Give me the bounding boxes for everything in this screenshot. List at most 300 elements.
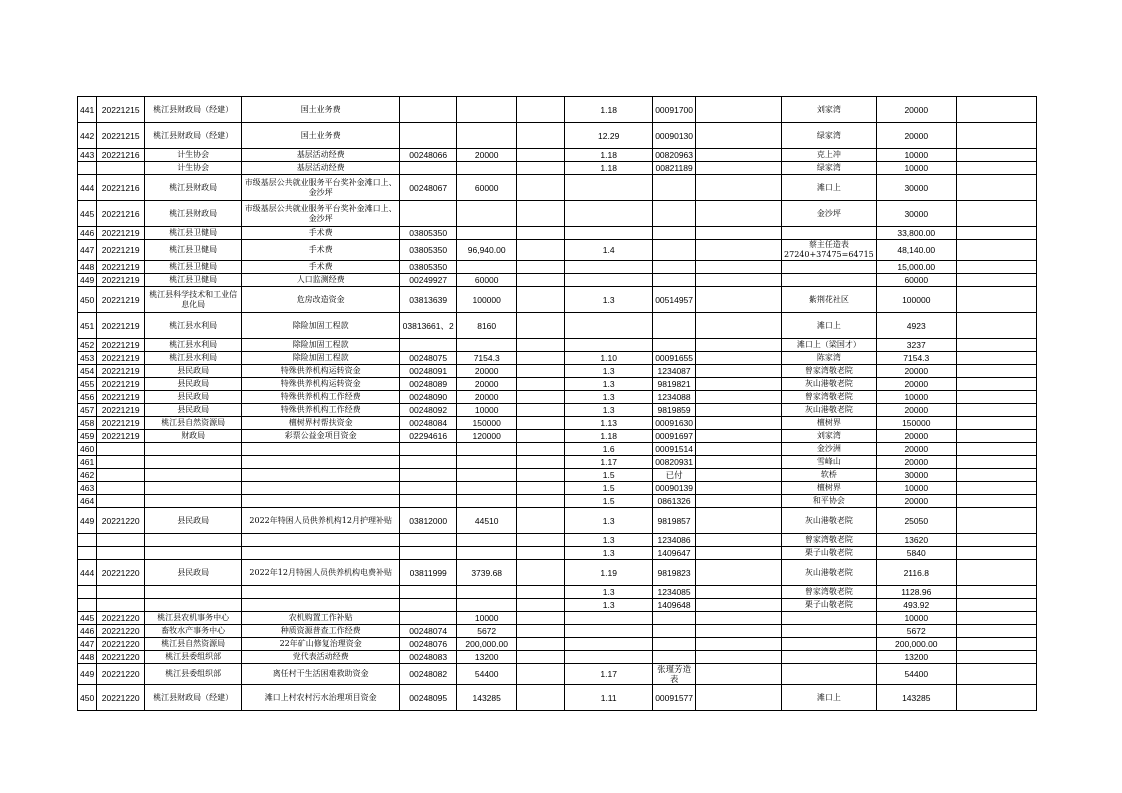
blank-cell [517, 469, 565, 482]
item-cell: 檀树界村帮扶资金 [242, 417, 400, 430]
note-cell [956, 240, 1036, 261]
pay-date-cell [565, 227, 653, 240]
pay-date-cell: 1.13 [565, 417, 653, 430]
amount-cell: 120000 [457, 430, 517, 443]
date-cell: 20221220 [97, 685, 145, 711]
voucher-cell: 00091577 [653, 685, 696, 711]
blank-cell [517, 227, 565, 240]
pay-date-cell: 1.10 [565, 352, 653, 365]
location-cell [782, 664, 877, 685]
voucher-cell: 00821189 [653, 162, 696, 175]
code-cell [400, 456, 457, 469]
code-cell [400, 201, 457, 227]
blank-cell [696, 625, 782, 638]
code-cell [400, 547, 457, 560]
note-cell [956, 651, 1036, 664]
note-cell [956, 201, 1036, 227]
voucher-cell: 1234086 [653, 534, 696, 547]
code-cell: 03813661、2 [400, 313, 457, 339]
item-cell: 国土业务费 [242, 97, 400, 123]
blank-cell [696, 469, 782, 482]
code-cell [400, 612, 457, 625]
pay-date-cell: 1.3 [565, 599, 653, 612]
code-cell [400, 97, 457, 123]
allocated-amount-cell: 10000 [876, 162, 956, 175]
table-row [78, 612, 1037, 625]
date-cell: 20221219 [97, 287, 145, 313]
item-cell: 人口监测经费 [242, 274, 400, 287]
unit-cell [145, 456, 242, 469]
item-cell [242, 586, 400, 599]
unit-cell: 桃江县自然资源局 [145, 417, 242, 430]
table-row [78, 339, 1037, 352]
row-number: 449 [78, 664, 97, 685]
voucher-cell [653, 201, 696, 227]
allocated-amount-cell: 15,000.00 [876, 261, 956, 274]
unit-cell [145, 547, 242, 560]
blank-cell [517, 612, 565, 625]
allocated-amount-cell: 30000 [876, 201, 956, 227]
amount-cell: 96,940.00 [457, 240, 517, 261]
item-cell: 基层活动经费 [242, 149, 400, 162]
code-cell: 03805350 [400, 227, 457, 240]
location-cell: 陈家湾 [782, 352, 877, 365]
date-cell: 20221219 [97, 261, 145, 274]
note-cell [956, 482, 1036, 495]
row-number: 444 [78, 175, 97, 201]
row-number: 448 [78, 651, 97, 664]
blank-cell [517, 123, 565, 149]
row-number: 447 [78, 638, 97, 651]
pay-date-cell [565, 612, 653, 625]
date-cell: 20221219 [97, 391, 145, 404]
table-row [78, 391, 1037, 404]
voucher-cell: 1234085 [653, 586, 696, 599]
unit-cell: 县民政局 [145, 378, 242, 391]
note-cell [956, 417, 1036, 430]
location-cell: 金沙洲 [782, 443, 877, 456]
ledger-table [77, 96, 1037, 711]
blank-cell [517, 430, 565, 443]
table-row [78, 625, 1037, 638]
note-cell [956, 664, 1036, 685]
blank-cell [696, 560, 782, 586]
pay-date-cell [565, 625, 653, 638]
date-cell [97, 534, 145, 547]
amount-cell: 20000 [457, 391, 517, 404]
blank-cell [517, 391, 565, 404]
note-cell [956, 274, 1036, 287]
item-cell: 除险加固工程款 [242, 339, 400, 352]
item-cell: 特殊供养机构运转资金 [242, 378, 400, 391]
blank-cell [696, 586, 782, 599]
amount-cell [457, 227, 517, 240]
amount-cell [457, 599, 517, 612]
note-cell [956, 261, 1036, 274]
blank-cell [696, 430, 782, 443]
allocated-amount-cell: 4923 [876, 313, 956, 339]
row-number: 456 [78, 391, 97, 404]
row-number [78, 599, 97, 612]
note-cell [956, 599, 1036, 612]
blank-cell [517, 560, 565, 586]
row-number: 444 [78, 560, 97, 586]
blank-cell [696, 313, 782, 339]
blank-cell [696, 482, 782, 495]
code-cell: 03811999 [400, 560, 457, 586]
item-cell: 彩票公益金项目资金 [242, 430, 400, 443]
item-cell: 市级基层公共就业服务平台奖补金滩口上、金沙坪 [242, 175, 400, 201]
location-cell [782, 638, 877, 651]
voucher-cell [653, 625, 696, 638]
allocated-amount-cell: 20000 [876, 378, 956, 391]
code-cell: 02294616 [400, 430, 457, 443]
voucher-cell: 1234087 [653, 365, 696, 378]
row-number [78, 162, 97, 175]
blank-cell [517, 625, 565, 638]
pay-date-cell: 1.4 [565, 240, 653, 261]
pay-date-cell [565, 651, 653, 664]
voucher-cell: 1234088 [653, 391, 696, 404]
code-cell: 00248075 [400, 352, 457, 365]
pay-date-cell: 1.18 [565, 149, 653, 162]
note-cell [956, 430, 1036, 443]
table-row [78, 651, 1037, 664]
date-cell: 20221219 [97, 365, 145, 378]
pay-date-cell: 1.3 [565, 365, 653, 378]
row-number: 445 [78, 612, 97, 625]
unit-cell: 桃江县科学技术和工业信息化局 [145, 287, 242, 313]
row-number: 448 [78, 261, 97, 274]
item-cell: 离任村干生活困难救助资金 [242, 664, 400, 685]
blank-cell [696, 378, 782, 391]
date-cell: 20221215 [97, 97, 145, 123]
voucher-cell: 00090139 [653, 482, 696, 495]
location-cell [782, 227, 877, 240]
amount-cell: 13200 [457, 651, 517, 664]
code-cell [400, 123, 457, 149]
voucher-cell: 9819823 [653, 560, 696, 586]
blank-cell [696, 685, 782, 711]
blank-cell [696, 547, 782, 560]
row-number: 451 [78, 313, 97, 339]
voucher-cell: 1409648 [653, 599, 696, 612]
blank-cell [696, 599, 782, 612]
date-cell: 20221220 [97, 638, 145, 651]
blank-cell [696, 352, 782, 365]
code-cell: 03805350 [400, 261, 457, 274]
blank-cell [517, 417, 565, 430]
blank-cell [696, 365, 782, 378]
blank-cell [517, 586, 565, 599]
row-number: 452 [78, 339, 97, 352]
row-number: 458 [78, 417, 97, 430]
pay-date-cell: 1.3 [565, 547, 653, 560]
table-row [78, 495, 1037, 508]
table-row [78, 261, 1037, 274]
amount-cell: 44510 [457, 508, 517, 534]
note-cell [956, 123, 1036, 149]
allocated-amount-cell: 30000 [876, 175, 956, 201]
pay-date-cell: 1.5 [565, 495, 653, 508]
date-cell: 20221220 [97, 651, 145, 664]
code-cell [400, 469, 457, 482]
table-row [78, 456, 1037, 469]
table-row [78, 404, 1037, 417]
allocated-amount-cell: 150000 [876, 417, 956, 430]
amount-cell [457, 495, 517, 508]
table-row [78, 313, 1037, 339]
table-row [78, 430, 1037, 443]
pay-date-cell: 1.18 [565, 430, 653, 443]
voucher-cell: 00514957 [653, 287, 696, 313]
blank-cell [517, 534, 565, 547]
location-cell: 灰山港敬老院 [782, 404, 877, 417]
location-cell: 滩口上 [782, 313, 877, 339]
allocated-amount-cell: 33,800.00 [876, 227, 956, 240]
pay-date-cell [565, 201, 653, 227]
item-cell [242, 534, 400, 547]
table-row [78, 599, 1037, 612]
row-number: 446 [78, 625, 97, 638]
location-cell: 软桥 [782, 469, 877, 482]
location-cell [782, 612, 877, 625]
amount-cell: 5672 [457, 625, 517, 638]
item-cell [242, 443, 400, 456]
item-cell: 党代表活动经费 [242, 651, 400, 664]
blank-cell [517, 240, 565, 261]
code-cell [400, 162, 457, 175]
row-number [78, 547, 97, 560]
code-cell: 03805350 [400, 240, 457, 261]
table-row [78, 201, 1037, 227]
unit-cell: 桃江县财政局（经建） [145, 123, 242, 149]
table-row [78, 274, 1037, 287]
amount-cell: 150000 [457, 417, 517, 430]
pay-date-cell [565, 339, 653, 352]
pay-date-cell: 1.18 [565, 97, 653, 123]
item-cell: 市级基层公共就业服务平台奖补金滩口上、金沙坪 [242, 201, 400, 227]
row-number: 460 [78, 443, 97, 456]
pay-date-cell [565, 274, 653, 287]
row-number: 461 [78, 456, 97, 469]
location-cell: 金沙坪 [782, 201, 877, 227]
blank-cell [517, 274, 565, 287]
code-cell: 00248076 [400, 638, 457, 651]
amount-cell [457, 547, 517, 560]
allocated-amount-cell: 20000 [876, 365, 956, 378]
unit-cell [145, 443, 242, 456]
item-cell [242, 456, 400, 469]
blank-cell [517, 162, 565, 175]
voucher-cell [653, 240, 696, 261]
allocated-amount-cell: 60000 [876, 274, 956, 287]
date-cell: 20221219 [97, 404, 145, 417]
row-number: 463 [78, 482, 97, 495]
blank-cell [696, 417, 782, 430]
location-cell: 灰山港敬老院 [782, 560, 877, 586]
allocated-amount-cell: 143285 [876, 685, 956, 711]
row-number: 443 [78, 149, 97, 162]
item-cell [242, 547, 400, 560]
row-number: 462 [78, 469, 97, 482]
row-number: 445 [78, 201, 97, 227]
blank-cell [517, 97, 565, 123]
allocated-amount-cell: 10000 [876, 149, 956, 162]
item-cell: 22年矿山修复治理资金 [242, 638, 400, 651]
allocated-amount-cell: 100000 [876, 287, 956, 313]
date-cell: 20221220 [97, 664, 145, 685]
unit-cell: 桃江县水利局 [145, 352, 242, 365]
pay-date-cell: 1.18 [565, 162, 653, 175]
table-row [78, 227, 1037, 240]
amount-cell [457, 162, 517, 175]
table-row [78, 560, 1037, 586]
allocated-amount-cell: 20000 [876, 97, 956, 123]
row-number: 457 [78, 404, 97, 417]
amount-cell [457, 261, 517, 274]
date-cell: 20221216 [97, 149, 145, 162]
date-cell: 20221220 [97, 508, 145, 534]
table-row [78, 586, 1037, 599]
row-number: 464 [78, 495, 97, 508]
allocated-amount-cell: 54400 [876, 664, 956, 685]
location-cell: 栗子山敬老院 [782, 599, 877, 612]
location-cell: 刘家湾 [782, 97, 877, 123]
table-row [78, 123, 1037, 149]
pay-date-cell: 1.3 [565, 287, 653, 313]
unit-cell: 计生协会 [145, 149, 242, 162]
amount-cell [457, 443, 517, 456]
unit-cell: 桃江县自然资源局 [145, 638, 242, 651]
amount-cell: 10000 [457, 404, 517, 417]
allocated-amount-cell: 20000 [876, 123, 956, 149]
amount-cell: 200,000.00 [457, 638, 517, 651]
location-cell [782, 651, 877, 664]
pay-date-cell: 1.3 [565, 586, 653, 599]
amount-cell: 60000 [457, 274, 517, 287]
location-cell: 滩口上（梁国才） [782, 339, 877, 352]
note-cell [956, 534, 1036, 547]
date-cell [97, 456, 145, 469]
location-cell: 雪峰山 [782, 456, 877, 469]
item-cell: 2022年12月特困人员供养机构电费补贴 [242, 560, 400, 586]
blank-cell [517, 664, 565, 685]
code-cell: 00248084 [400, 417, 457, 430]
code-cell: 00248083 [400, 651, 457, 664]
location-cell: 滩口上 [782, 685, 877, 711]
voucher-cell: 00090130 [653, 123, 696, 149]
amount-cell [457, 123, 517, 149]
unit-cell: 桃江县水利局 [145, 339, 242, 352]
row-number: 441 [78, 97, 97, 123]
blank-cell [696, 261, 782, 274]
blank-cell [696, 97, 782, 123]
unit-cell: 县民政局 [145, 560, 242, 586]
date-cell [97, 495, 145, 508]
blank-cell [517, 404, 565, 417]
allocated-amount-cell: 48,140.00 [876, 240, 956, 261]
pay-date-cell: 1.3 [565, 391, 653, 404]
date-cell [97, 599, 145, 612]
date-cell: 20221219 [97, 417, 145, 430]
allocated-amount-cell: 200,000.00 [876, 638, 956, 651]
table-row [78, 287, 1037, 313]
unit-cell: 桃江县财政局（经建） [145, 685, 242, 711]
amount-cell [457, 339, 517, 352]
note-cell [956, 352, 1036, 365]
row-number [78, 534, 97, 547]
unit-cell: 桃江县水利局 [145, 313, 242, 339]
location-cell: 曾家湾敬老院 [782, 534, 877, 547]
location-cell: 绿家湾 [782, 123, 877, 149]
amount-cell: 54400 [457, 664, 517, 685]
note-cell [956, 404, 1036, 417]
row-number: 455 [78, 378, 97, 391]
table-row [78, 638, 1037, 651]
unit-cell: 桃江县财政局（经建） [145, 97, 242, 123]
amount-cell: 3739.68 [457, 560, 517, 586]
amount-cell: 10000 [457, 612, 517, 625]
note-cell [956, 365, 1036, 378]
unit-cell [145, 469, 242, 482]
note-cell [956, 378, 1036, 391]
table-row [78, 240, 1037, 261]
item-cell [242, 482, 400, 495]
voucher-cell: 00091630 [653, 417, 696, 430]
allocated-amount-cell: 493.92 [876, 599, 956, 612]
date-cell [97, 162, 145, 175]
table-row [78, 149, 1037, 162]
code-cell: 00249927 [400, 274, 457, 287]
blank-cell [696, 240, 782, 261]
item-cell: 2022年特困人员供养机构12月护理补贴 [242, 508, 400, 534]
item-cell [242, 469, 400, 482]
item-cell: 滩口上村农村污水治理项目资金 [242, 685, 400, 711]
item-cell: 特殊供养机构运转资金 [242, 365, 400, 378]
row-number: 459 [78, 430, 97, 443]
allocated-amount-cell: 2116.8 [876, 560, 956, 586]
amount-cell [457, 456, 517, 469]
allocated-amount-cell: 20000 [876, 404, 956, 417]
code-cell [400, 495, 457, 508]
note-cell [956, 162, 1036, 175]
unit-cell: 桃江县卫健局 [145, 261, 242, 274]
code-cell [400, 443, 457, 456]
date-cell [97, 469, 145, 482]
location-cell: 克上冲 [782, 149, 877, 162]
date-cell: 20221219 [97, 378, 145, 391]
location-cell: 檀树界 [782, 417, 877, 430]
table-row [78, 417, 1037, 430]
note-cell [956, 456, 1036, 469]
blank-cell [696, 175, 782, 201]
blank-cell [517, 599, 565, 612]
note-cell [956, 495, 1036, 508]
voucher-cell [653, 612, 696, 625]
voucher-cell [653, 261, 696, 274]
note-cell [956, 175, 1036, 201]
voucher-cell: 9819857 [653, 508, 696, 534]
pay-date-cell [565, 175, 653, 201]
amount-cell [457, 534, 517, 547]
unit-cell: 县民政局 [145, 391, 242, 404]
blank-cell [517, 149, 565, 162]
code-cell: 00248066 [400, 149, 457, 162]
blank-cell [696, 508, 782, 534]
location-cell: 紫荆花社区 [782, 287, 877, 313]
note-cell [956, 685, 1036, 711]
